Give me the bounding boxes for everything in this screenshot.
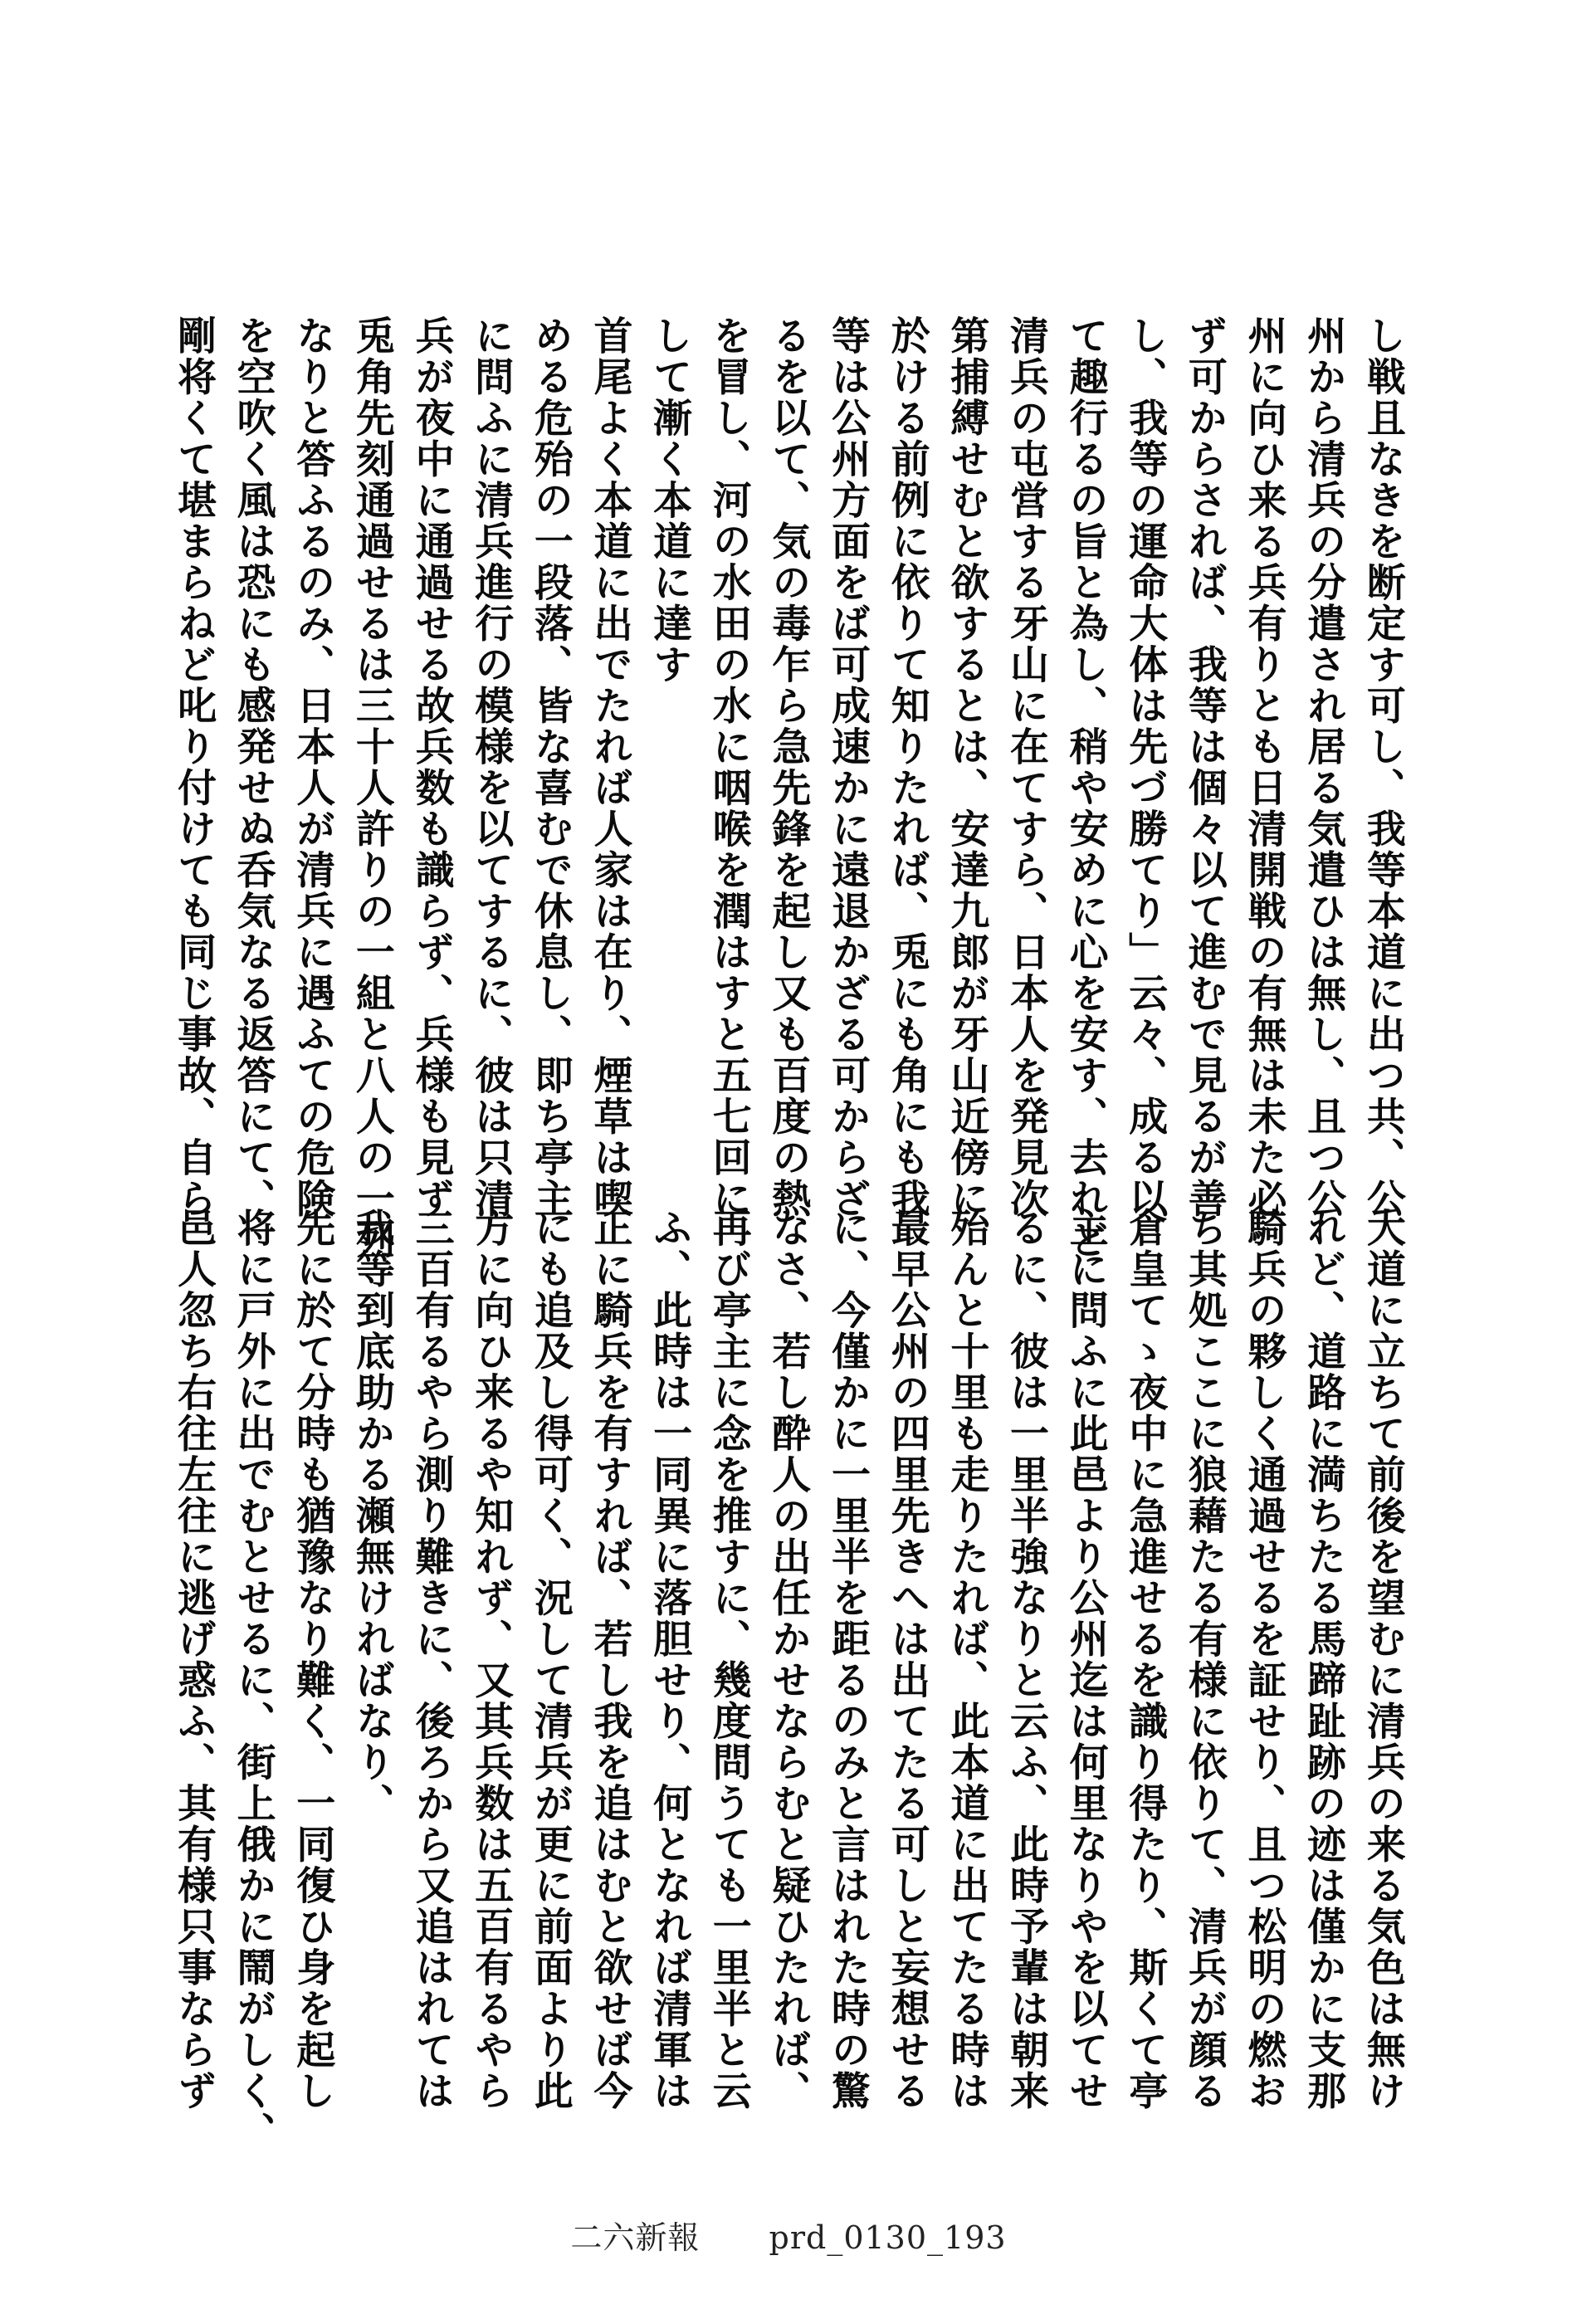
text-column: れど、道路に満ちたる馬蹄趾跡の迹は僅かに支那 xyxy=(1301,1208,1347,2112)
text-column: 剛将くて堪まらねど叱り付けても同じ事故、自ら xyxy=(171,315,217,1219)
text-column: 第捕縛せむと欲するとは、安達九郎が牙山近傍に xyxy=(944,315,990,1219)
text-column: し戦且なきを断定す可し、我等本道に出つ共、公 xyxy=(1360,315,1406,1219)
text-column: 兎角先刻通過せるは三十人許りの一組と八人の一列 xyxy=(349,315,395,1261)
text-column: ふ、此時は一同異に落胆せり、何となれば清軍は xyxy=(647,1208,693,2112)
page-footer xyxy=(0,2212,1577,2258)
text-column: に問ふに清兵進行の模様を以てするに、彼は只清 xyxy=(468,315,515,1219)
text-column: 倉皇てゝ夜中に急進せるを識り得たり、斯くて亭 xyxy=(1122,1208,1169,2112)
text-column: るに、彼は一里半強なりと云ふ、此時予輩は朝来 xyxy=(1003,1208,1049,2112)
text-column: 三百有るやら測り難きに、後ろから又追はれては xyxy=(408,1208,455,2112)
text-column: を空吹く風は恐にも感発せぬ呑気なる返答にて、 xyxy=(230,315,276,1219)
text-column: に、今僅かに一里半を距るのみと言はれた時の驚 xyxy=(825,1208,872,2112)
text-column: るを以て、気の毒乍ら急先鋒を起し又も百度の熱 xyxy=(765,315,812,1219)
text-column: 兵が夜中に通過せる故兵数も識らず、兵様も見ず xyxy=(408,315,455,1219)
footer-source: 二六新報 xyxy=(570,2219,701,2256)
text-column: なさ、若し酔人の出任かせならむと疑ひたれば、 xyxy=(765,1208,812,2112)
text-column: 正に騎兵を有すれば、若し我を追はむと欲せば今 xyxy=(587,1208,633,2112)
text-column: 州から清兵の分遣され居る気遣ひは無し、且つ公 xyxy=(1301,315,1347,1219)
footer-page-id: prd_0130_193 xyxy=(769,2219,1007,2256)
text-column: 先に於て分時も猶豫なり難く、一同復ひ身を起し xyxy=(290,1208,336,2112)
text-column: にも追及し得可く、況して清兵が更に前面より此 xyxy=(527,1208,574,2112)
text-column: て趣行るの旨と為し、稍や安めに心を安す、去れど xyxy=(1062,315,1109,1261)
text-column: 等は公州方面をば可成速かに遠退かざる可からざ xyxy=(825,315,872,1219)
text-column: 邑人忽ち右往左往に逃げ惑ふ、其有様只事ならず xyxy=(171,1208,217,2112)
text-column: ず可からされば、我等は個々以て進むで見るが善 xyxy=(1181,315,1228,1219)
text-column: 首尾よく本道に出でたれば人家は在り、煙草は喫 xyxy=(587,315,633,1219)
text-column: なりと答ふるのみ、日本人が清兵に遇ふての危険 xyxy=(290,315,336,1219)
text-column: 再び亭主に念を推すに、幾度問うても一里半と云 xyxy=(706,1208,752,2112)
text-column: 州に向ひ来る兵有りとも日清開戦の有無は未た必 xyxy=(1241,315,1287,1219)
text-column: 大道に立ちて前後を望むに清兵の来る気色は無け xyxy=(1360,1208,1406,2112)
text-column: し、我等の運命大体は先づ勝てり」云々、成る以 xyxy=(1122,315,1169,1219)
lower-text-block xyxy=(171,1208,1406,2153)
text-column: して漸く本道に達す xyxy=(647,315,693,686)
text-column: 清兵の屯営する牙山に在てすら、日本人を発見次 xyxy=(1003,315,1049,1219)
text-column: 殆んと十里も走りたれば、此本道に出てたる時は xyxy=(944,1208,990,2112)
text-column: 於ける前例に依りて知りたれば、兎にも角にも我 xyxy=(884,315,930,1219)
text-column: 将に戸外に出でむとせるに、街上俄かに鬧がしく、 xyxy=(230,1208,276,2153)
text-column: 方に向ひ来るや知れず、又其兵数は五百有るやら xyxy=(468,1208,515,2112)
text-column: 主に問ふに此邑より公州迄は何里なりやを以てせ xyxy=(1062,1208,1109,2112)
text-column: 騎兵の夥しく通過せるを証せり、且つ松明の燃お xyxy=(1241,1208,1287,2112)
text-column: める危殆の一段落、皆な喜むで休息し、即ち亭主 xyxy=(527,315,574,1219)
text-column: 我等到底助かる瀬無ければなり、 xyxy=(349,1208,395,1824)
text-column: ち其処ここに狼藉たる有様に依りて、清兵が顔る xyxy=(1181,1208,1228,2112)
text-column: を冒し、河の水田の水に咽喉を潤はすと五七回に xyxy=(706,315,752,1219)
text-column: 最早公州の四里先きへは出てたる可しと妄想せる xyxy=(884,1208,930,2112)
upper-text-block xyxy=(171,315,1406,1261)
